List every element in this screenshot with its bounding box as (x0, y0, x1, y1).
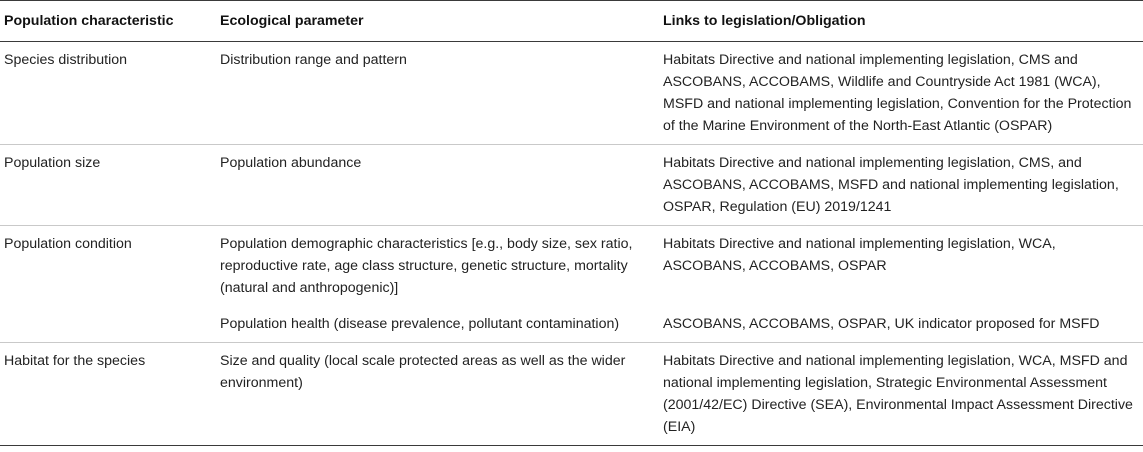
header-row (0, 1, 1143, 42)
cell-parameter: Distribution range and pattern (220, 52, 407, 68)
cell-population: Species distribution (4, 52, 128, 68)
cell-legislation: ASCOBANS, ACCOBAMS, OSPAR, UK indicator proposed for MSFD (663, 316, 1100, 332)
cell-parameter: Size and quality (local scale protected areas as well as the wider environment) (220, 353, 626, 391)
header-links-to-legislation: Links to legislation/Obligation (663, 13, 866, 29)
table-header (0, 1, 1143, 42)
cell-legislation: Habitats Directive and national implementing legislation, WCA, MSFD and national implementing legislation, Strategic Environmental Assessment (2001/42/EC) Directive (SEA), Environmental Impact Assessment Directive (EIA) (663, 353, 1133, 435)
cell-parameter: Population demographic characteristics [e.g., body size, sex ratio, reproductive rate, age class structure, genetic structure, mortality (natural and anthropogenic)] (220, 236, 633, 296)
header-population-characteristic: Population characteristic (4, 13, 174, 29)
table-row (0, 306, 1143, 343)
cell-legislation: Habitats Directive and national implementing legislation, CMS, and ASCOBANS, ACCOBAMS, MSFD and national implementing legislation, OSPAR, Regulation (EU) 2019/1241 (663, 155, 1119, 215)
table-row (0, 226, 1143, 307)
cell-parameter: Population health (disease prevalence, pollutant contamination) (220, 316, 620, 332)
cell-parameter: Population abundance (220, 155, 362, 171)
cell-legislation: Habitats Directive and national implementing legislation, WCA, ASCOBANS, ACCOBAMS, OSPAR (663, 236, 1056, 274)
table-body (0, 42, 1143, 446)
table-row (0, 145, 1143, 226)
header-ecological-parameter: Ecological parameter (220, 13, 364, 29)
table-row (0, 343, 1143, 446)
cell-legislation: Habitats Directive and national implementing legislation, CMS and ASCOBANS, ACCOBAMS, Wildlife and Countryside Act 1981 (WCA), MSFD and national implementing legislation, Convention for the Protection of the Marine Environment of the North-East Atlantic (OSPAR) (663, 52, 1132, 134)
table-row (0, 42, 1143, 145)
cell-population: Population condition (4, 236, 132, 252)
cell-population: Population size (4, 155, 101, 171)
cell-population (0, 306, 216, 343)
cell-population: Habitat for the species (4, 353, 146, 369)
